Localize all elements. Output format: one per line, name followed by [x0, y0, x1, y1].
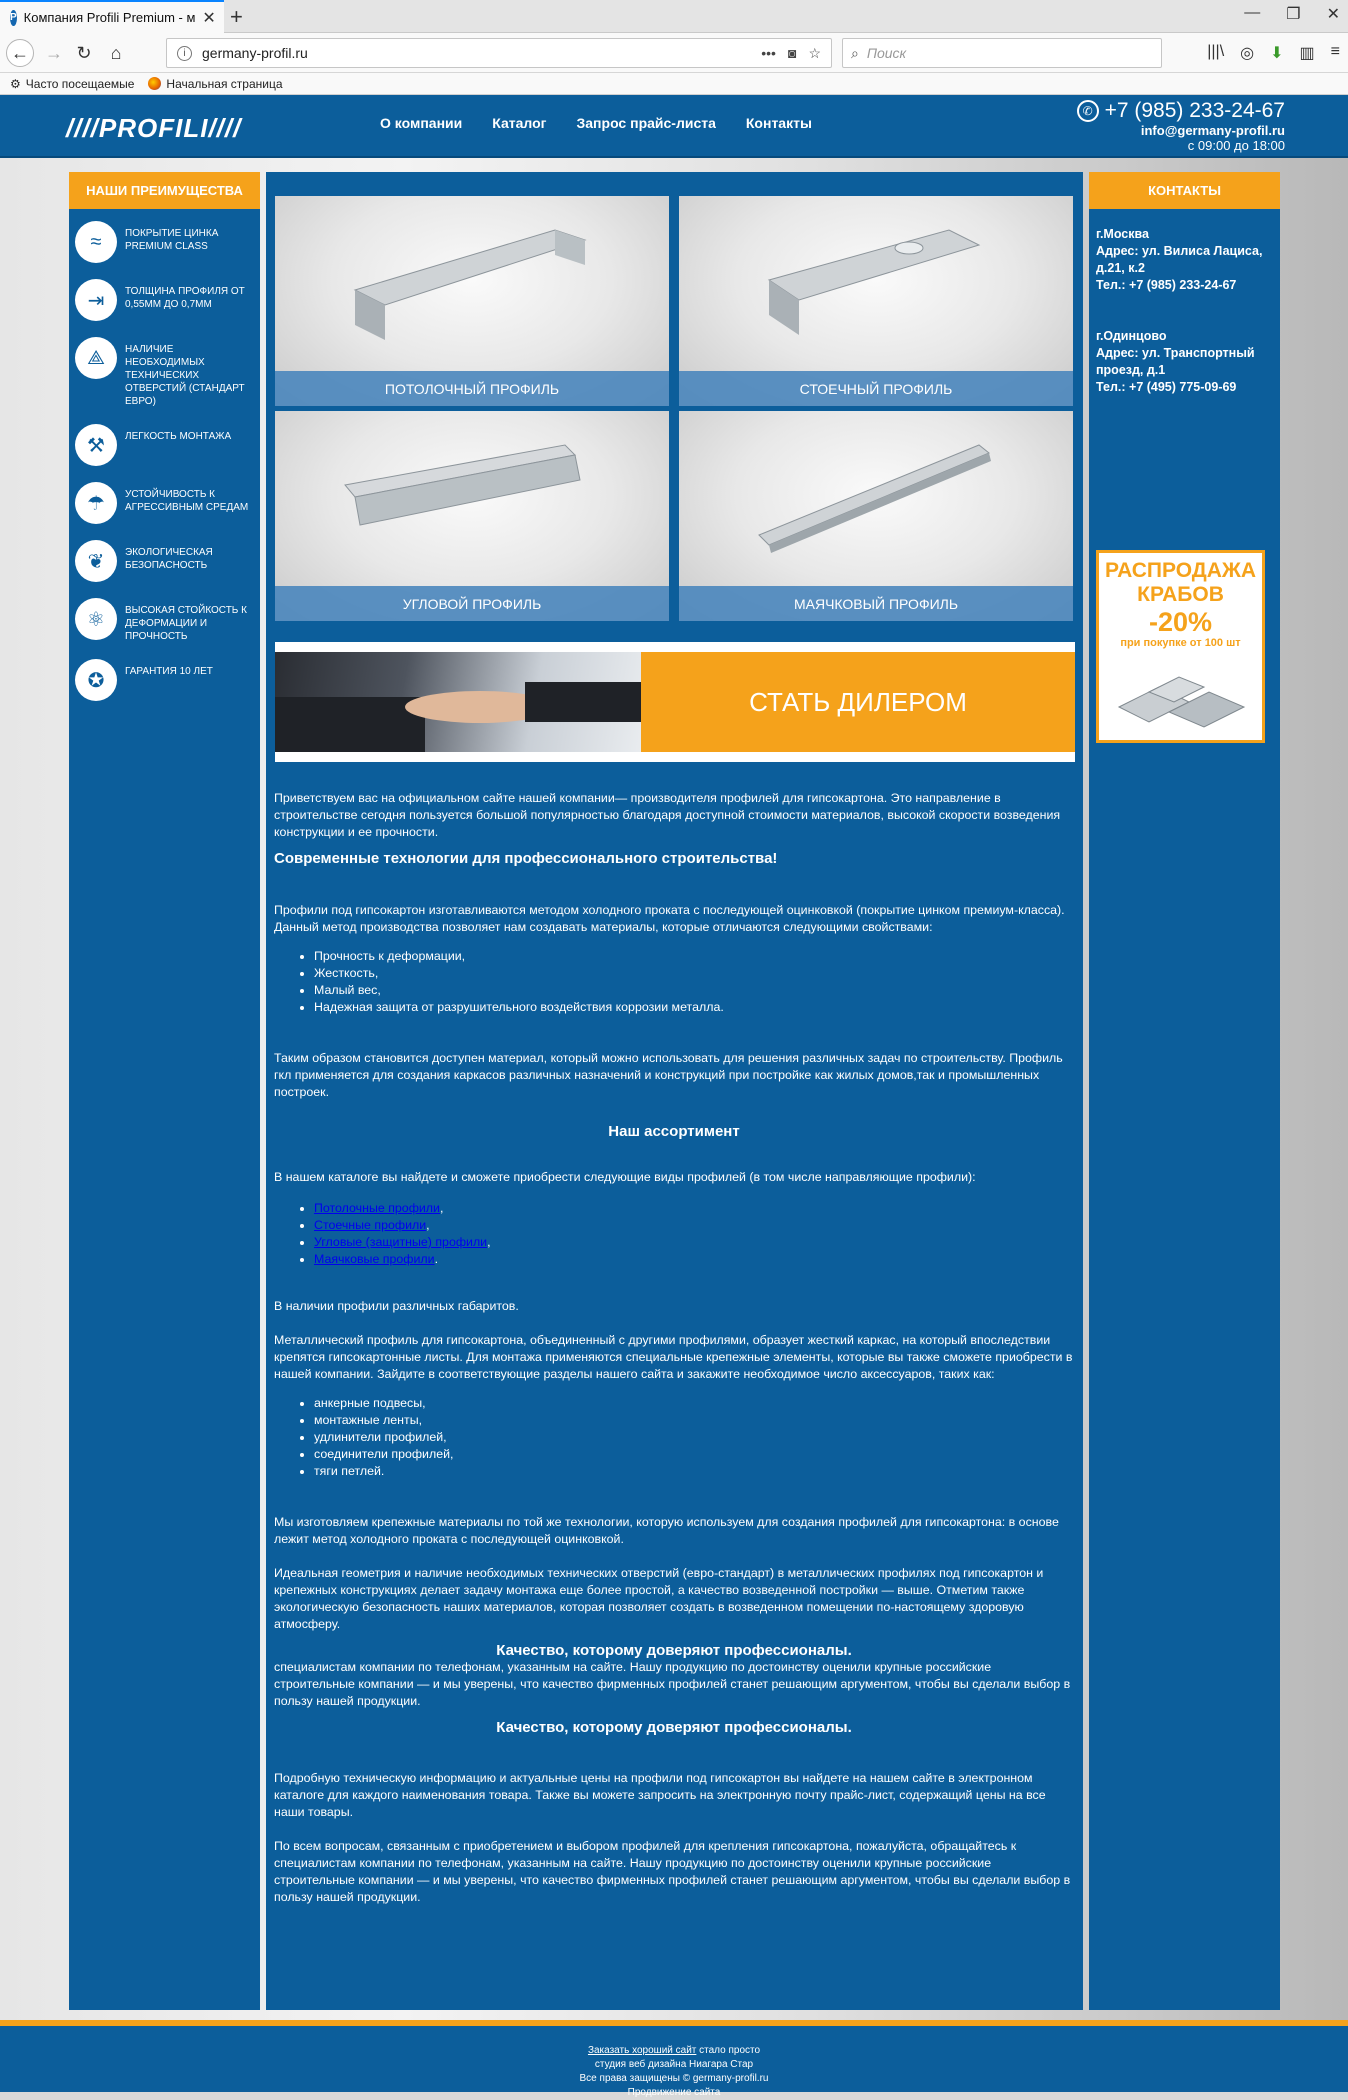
advantages-title: НАШИ ПРЕИМУЩЕСТВА [69, 172, 260, 209]
ceiling-profile-image [335, 220, 605, 340]
site-info-icon[interactable]: i [177, 46, 192, 61]
list-item: • Надежная защита от разрушительного воздействия коррозии металла. [314, 999, 1074, 1016]
footer-line1: Заказать хороший сайт стало просто [587, 2045, 761, 2056]
leaf-icon: ❦ [75, 540, 117, 582]
paragraph: Таким образом становится доступен материал, который можно использовать для решения различных задач по строительству. Профиль гкл применяется для создания каркасов различных назначений и конструкций при постройке как жилых домов,так и промышленных построек. [274, 1051, 1063, 1099]
paragraph: По всем вопросам, связанным с приобретением и выбором профилей для крепления гипсокартона, пожалуйста, обращайтесь к специалистам компании по телефонам, указанным на сайте. Нашу продукцию по достоинству оценили крупные российские строительные компании — и мы уверены, что качество фирменных профилей станет решающим аргументом, чтобы вы сделали выбор в пользу нашей продукции. [274, 1839, 1071, 1904]
bookmark-most-visited[interactable]: ⚙ Часто посещаемые [10, 76, 135, 91]
list-item: • Потолочные профили, [314, 1200, 1074, 1217]
product-label[interactable]: УГЛОВОЙ ПРОФИЛЬ [275, 586, 669, 621]
molecule-icon: ⚛ [75, 598, 117, 640]
heading-assortment: Наш ассортимент [608, 1123, 740, 1140]
paragraph: Металлический профиль для гипсокартона, объединенный с другими профилями, образует жесткий каркас, на который впоследствии крепятся гипсокартонные листы. Для монтажа применяются специальные крепежные элементы, которые вы также сможете приобрести в нашей компании. Зайдите в соответствующие разделы нашего сайта и закажите необходимое число аксессуаров, таких как: [274, 1333, 1073, 1381]
sale-banner[interactable] [1096, 550, 1265, 743]
promo-condition: при покупке от 100 шт [1120, 637, 1241, 649]
compass-icon: ⟁ [75, 337, 117, 379]
search-box[interactable] [842, 38, 1162, 68]
promo-discount: -20% [1148, 607, 1213, 637]
nav-about[interactable]: О компании [380, 115, 463, 131]
contact-addresses [1089, 209, 1280, 396]
list-item: • соединители профилей, [314, 1446, 1074, 1463]
header-email[interactable]: info@germany-profil.ru [1140, 123, 1285, 138]
product-label[interactable]: СТОЕЧНЫЙ ПРОФИЛЬ [679, 371, 1073, 406]
link-stud-profiles[interactable]: Стоечные профили [314, 1218, 427, 1232]
corner-profile-image [335, 435, 605, 555]
thickness-arrows-icon: ⇥ [75, 279, 117, 321]
back-button[interactable]: ← [6, 39, 34, 67]
site-footer [0, 2020, 1348, 2098]
home-button[interactable]: ⌂ [110, 42, 122, 63]
beacon-profile-image [739, 435, 1009, 555]
url-text[interactable]: germany-profil.ru [202, 45, 308, 61]
pocket-icon[interactable]: ◙ [787, 44, 797, 61]
umbrella-icon: ☂ [75, 482, 117, 524]
header-phone[interactable]: +7 (985) 233-24-67 [1104, 99, 1285, 122]
forward-button[interactable]: → [45, 42, 63, 63]
handshake-image [275, 652, 641, 752]
heading-quality: Качество, которому доверяют профессионалы. [496, 1642, 852, 1659]
list-item: • тяги петлей. [314, 1463, 1074, 1480]
link-ceiling-profiles[interactable]: Потолочные профили [314, 1201, 440, 1215]
url-bar[interactable] [166, 38, 832, 68]
advantages-panel [69, 172, 260, 2010]
article-text [274, 790, 1074, 1906]
promo-line1: РАСПРОДАЖА [1104, 559, 1257, 582]
product-card-beacon[interactable] [679, 411, 1073, 621]
nav-price-request[interactable]: Запрос прайс-листа [576, 115, 716, 131]
firefox-icon [148, 77, 161, 90]
advantage-item: ✪ ГАРАНТИЯ 10 ЛЕТ [75, 659, 254, 701]
footer-promotion[interactable]: Продвижение сайта [627, 2087, 721, 2098]
site-header [0, 95, 1348, 158]
search-icon: ⌕ [851, 44, 859, 61]
contacts-title: КОНТАКТЫ [1089, 172, 1280, 209]
product-card-corner[interactable] [275, 411, 669, 621]
dealer-banner[interactable] [275, 642, 1075, 762]
paragraph: В наличии профили различных габаритов. [274, 1299, 519, 1313]
list-item: • Прочность к деформации, [314, 948, 1074, 965]
header-contacts [1077, 99, 1285, 153]
list-item: • Угловые (защитные) профили, [314, 1234, 1074, 1251]
product-label[interactable]: МАЯЧКОВЫЙ ПРОФИЛЬ [679, 586, 1073, 621]
properties-list [314, 948, 1074, 1016]
tab-close-icon[interactable]: ✕ [202, 9, 216, 27]
nav-catalog[interactable]: Каталог [492, 115, 547, 131]
footer-studio: студия веб дизайна Ниагара Стар [594, 2059, 754, 2070]
advantage-item: ⚛ ВЫСОКАЯ СТОЙКОСТЬ К ДЕФОРМАЦИИ И ПРОЧНОСТЬ [75, 598, 254, 643]
advantage-item: ≈ ПОКРЫТИЕ ЦИНКА PREMIUM CLASS [75, 221, 254, 263]
header-hours: с 09:00 до 18:00 [1187, 138, 1285, 153]
accessories-list [314, 1395, 1074, 1480]
link-beacon-profiles[interactable]: Маячковые профили [314, 1252, 435, 1266]
browser-tabbar [0, 0, 1348, 33]
bookmark-star-icon[interactable]: ☆ [808, 44, 821, 61]
advantage-item: ⚒ ЛЕГКОСТЬ МОНТАЖА [75, 424, 254, 466]
advantage-item: ❦ ЭКОЛОГИЧЕСКАЯ БЕЗОПАСНОСТЬ [75, 540, 254, 582]
list-item: • монтажные ленты, [314, 1412, 1074, 1429]
sync-icon[interactable]: ◎ [1240, 45, 1255, 62]
main-nav [380, 115, 812, 131]
advantage-item: ☂ УСТОЙЧИВОСТЬ К АГРЕССИВНЫМ СРЕДАМ [75, 482, 254, 524]
browser-tab[interactable] [0, 0, 224, 33]
library-icon[interactable]: |||\ [1207, 43, 1225, 60]
tab-title: Компания Profili Premium - м [23, 10, 196, 25]
paragraph: специалистам компании по телефонам, указанным на сайте. Нашу продукцию по достоинству оценили крупные российские строительные компании — и мы уверены, что качество фирменных профилей станет решающим аргументом, чтобы вы сделали выбор в пользу нашей продукции. [274, 1660, 1071, 1708]
site-logo[interactable]: ////PROFILI//// [66, 113, 242, 143]
main-content [266, 172, 1083, 2010]
footer-copyright: Все права защищены © germany-profil.ru [579, 2073, 769, 2084]
product-card-ceiling[interactable] [275, 196, 669, 406]
contacts-panel [1089, 172, 1280, 2010]
toolbar-icons [1207, 43, 1340, 63]
advantage-item: ⟁ НАЛИЧИЕ НЕОБХОДИМЫХ ТЕХНИЧЕСКИХ ОТВЕРСТИЙ (СТАНДАРТ ЕВРО) [75, 337, 254, 408]
promo-line2: КРАБОВ [1137, 583, 1224, 606]
restore-icon[interactable]: ❐ [1286, 6, 1301, 23]
worker-icon: ⚒ [75, 424, 117, 466]
medal-icon: ✪ [75, 659, 117, 701]
bookmark-home-page[interactable]: Начальная страница [148, 77, 282, 91]
list-item: • Жесткость, [314, 965, 1074, 982]
gear-icon: ⚙ [10, 76, 21, 91]
new-tab-button[interactable]: + [230, 4, 243, 29]
paragraph: Идеальная геометрия и наличие необходимых технических отверстий (евро-стандарт) в металлических профилях под гипсокартон и крепежных конструкциях делает задачу монтажа еще более простой, а качество возведенной постройки — выше. Отметим также экологическую безопасность наших материалов, которая позволяет создать в возведенном помещении по-настоящему здоровую атмосферу. [274, 1566, 1044, 1631]
list-item: • Маячковые профили. [314, 1251, 1074, 1268]
minimize-icon[interactable]: — [1244, 4, 1261, 21]
footer-order-link[interactable]: Заказать хороший сайт [587, 2045, 697, 2056]
page-actions-icon[interactable]: ••• [761, 44, 776, 61]
window-controls [1244, 4, 1340, 24]
download-icon[interactable]: ⬇ [1270, 45, 1284, 62]
heading-quality-2: Качество, которому доверяют профессионалы. [496, 1719, 852, 1736]
heading-modern-tech: Современные технологии для профессионального строительства! [274, 850, 778, 867]
reload-button[interactable]: ↻ [76, 42, 92, 63]
product-card-stud[interactable] [679, 196, 1073, 406]
search-placeholder: Поиск [866, 45, 907, 61]
advantage-item: ⇥ ТОЛЩИНА ПРОФИЛЯ ОТ 0,55ММ ДО 0,7ММ [75, 279, 254, 321]
paragraph: В нашем каталоге вы найдете и сможете приобрести следующие виды профилей (в том числе направляющие профили): [274, 1170, 976, 1184]
phone-icon: ✆ [1077, 100, 1099, 122]
sidebar-icon[interactable]: ▥ [1299, 45, 1315, 62]
list-item: • Стоечные профили, [314, 1217, 1074, 1234]
paragraph: Профили под гипсокартон изготавливаются методом холодного проката с последующей оцинковкой (покрытие цинком премиум-класса). Данный метод производства позволяет нам создавать материалы, которые отличаются следующими свойствами: [274, 903, 1065, 934]
moscow-contact: г.Москва Адрес: ул. Вилиса Лациса, д.21, к.2 Тел.: +7 (985) 233-24-67 [1096, 227, 1263, 292]
crab-connectors-image [1109, 672, 1252, 732]
product-label[interactable]: ПОТОЛОЧНЫЙ ПРОФИЛЬ [275, 371, 669, 406]
stud-profile-image [739, 220, 1009, 340]
paragraph: Подробную техническую информацию и актуальные цены на профили под гипсокартон вы найдете на нашем сайте в электронном каталоге для каждого наименования товара. Также вы можете запросить на электронную почту прайс-лист, содержащий цены на все наши товары. [274, 1771, 1046, 1819]
waves-icon: ≈ [75, 221, 117, 263]
become-dealer-button[interactable]: СТАТЬ ДИЛЕРОМ [641, 652, 1075, 752]
menu-icon[interactable]: ≡ [1330, 43, 1340, 60]
bookmarks-bar [0, 73, 1348, 95]
list-item: • анкерные подвесы, [314, 1395, 1074, 1412]
list-item: • удлинители профилей, [314, 1429, 1074, 1446]
site-favicon-icon: P [10, 10, 17, 26]
paragraph: Мы изготовляем крепежные материалы по той же технологии, которую используем для создания профилей для гипсокартона: в основе лежит метод холодного проката с последующей оцинковкой. [274, 1515, 1059, 1546]
list-item: • Малый вес, [314, 982, 1074, 999]
catalog-links [314, 1200, 1074, 1268]
intro-paragraph: Приветствуем вас на официальном сайте нашей компании— производителя профилей для гипсокартона. Это направление в строительстве сегодня пользуется большой популярностью благодаря доступной стоимости материалов, высокой скорости возведения конструкции и ее прочности. [274, 791, 1061, 839]
odintsovo-contact: г.Одинцово Адрес: ул. Транспортный проезд, д.1 Тел.: +7 (495) 775-09-69 [1096, 329, 1255, 394]
link-corner-profiles[interactable]: Угловые (защитные) профили [314, 1235, 488, 1249]
browser-navbar [0, 33, 1348, 73]
nav-contacts[interactable]: Контакты [745, 115, 812, 131]
window-close-icon[interactable]: ✕ [1326, 6, 1340, 23]
